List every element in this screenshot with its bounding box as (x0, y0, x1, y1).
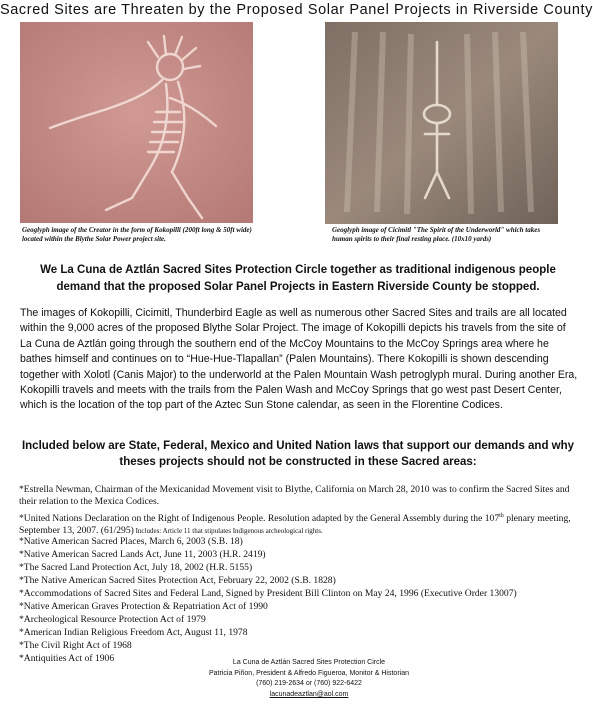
laws-heading: Included below are State, Federal, Mexico and United Nation laws that support our demands and why theses projects should not be constructed in these Sacred areas: (21, 440, 575, 468)
law-text: *American Indian Religious Freedom Act, August 11, 1978 (19, 627, 248, 638)
law-text: *Antiquities Act of 1906 (19, 653, 115, 664)
list-item (19, 510, 579, 537)
law-text: plenary meeting, September 13, 2007. (61/295) (19, 513, 571, 537)
contact-phones: (760) 219-2634 or (760) 922-6422 (256, 680, 362, 687)
list-item (19, 627, 579, 639)
law-text: *United Nations Declaration on the Right of Indigenous People. Resolution adapted by the General Assembly during the 107 (19, 513, 500, 525)
ordinal-suffix: th (499, 513, 504, 519)
list-item (19, 562, 579, 574)
kokopilli-geoglyph-photo (20, 22, 253, 223)
law-text: *Estrella Newman, Chairman of the Mexicanidad Movement visit to Blythe, California on March 28, 2010 was to confirm the Sacred Sites and their relation to the Mexica Codices. (19, 484, 570, 507)
organization-name: La Cuna de Aztlán Sacred Sites Protection Circle (232, 659, 386, 666)
law-text: *Native American Sacred Places, March 6, 2003 (S.B. 18) (19, 536, 243, 547)
contact-footer (196, 658, 422, 700)
law-text: *Archeological Resource Protection Act of 1979 (19, 614, 206, 625)
law-text: *The Native American Sacred Sites Protection Act, February 22, 2002 (S.B. 1828) (19, 575, 336, 586)
law-text: *Native American Graves Protection & Repatriation Act of 1990 (19, 601, 268, 612)
contact-names: Patricia Piñon, President & Alfredo Figueroa, Monitor & Historian (209, 669, 409, 677)
list-item (19, 614, 579, 626)
list-item (19, 601, 579, 613)
law-text: *The Sacred Land Protection Act, July 18, 2002 (H.R. 5155) (19, 562, 253, 573)
list-item (19, 536, 579, 548)
cicimitl-geoglyph-photo (325, 22, 558, 224)
cicimitl-caption: Geoglyph image of Cicimitl "The Spirit of the Underworld" which takes human spirits to their final resting place. (10x10 yards) (332, 226, 541, 243)
law-text: *Accommodations of Sacred Sites and Federal Land, Signed by President Bill Clinton on May 24, 1996 (Executive Order 13007) (19, 588, 517, 599)
page-title: Sacred Sites are Threaten by the Proposed Solar Panel Projects in Riverside County (0, 2, 593, 18)
sacred-sites-description: The images of Kokopilli, Cicimitl, Thunderbird Eagle as well as numerous other Sacred Sites and trails are all located within the 9,000 acres of the proposed Blythe Solar Project. The image of Kokopilli depicts his travels from the site of La Cuna de Aztlán going through the southern end of the McCoy Mountains to the McCoy Springs area where he bathes himself and continues on to “Hue-Hue-Tlapallan” (Palen Mountains). There Kokopilli is shown descending together with Xolotl (Canis Major) to the underworld at the Palen Mountain Wash petroglyph mural. During another Era, Kokopilli travels and meets with the trails from the Palen Wash and McCoy Springs that go west past Desert Center, which is the location of the top part of the Aztec Sun Stone calendar, as seen in the Florentine Codices. (20, 307, 578, 412)
list-item (19, 575, 579, 587)
contact-email-link[interactable]: lacunadeaztlan@aol.com (269, 690, 349, 698)
list-item (19, 549, 579, 561)
law-text: *The Civil Right Act of 1968 (19, 640, 132, 651)
law-note: Includes: Article 11 that stipulates Indigenous archeological rights. (133, 527, 323, 536)
law-text: *Native American Sacred Lands Act, June 11, 2003 (H.R. 2419) (19, 549, 266, 560)
list-item (19, 588, 579, 600)
list-item (19, 640, 579, 652)
kokopilli-caption: Geoglyph image of the Creator in the form of Kokopilli (200ft long & 50ft wide) located within the Blythe Solar Power project site. (22, 226, 252, 243)
demand-statement: We La Cuna de Aztlán Sacred Sites Protection Circle together as traditional indigenous people demand that the proposed Solar Panel Projects in Eastern Riverside County be stopped. (40, 264, 556, 293)
list-item (19, 484, 579, 508)
